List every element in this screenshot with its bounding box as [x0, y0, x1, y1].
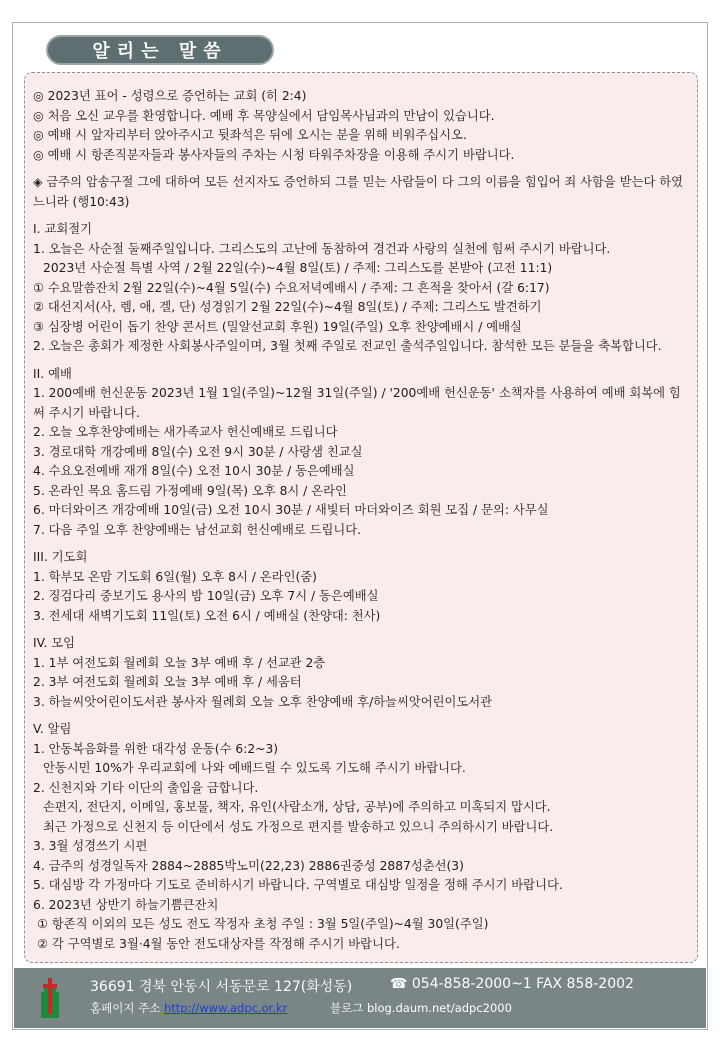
list-item: 최근 가정으로 신천지 등 이단에서 성도 가정으로 편지를 발송하고 있으니 주의하시기 바랍니다.	[43, 819, 554, 834]
list-item: 6. 마더와이즈 개강예배 10일(금) 오전 10시 30분 / 새빛터 마더와이즈 회원 모집 / 문의: 사무실	[33, 503, 549, 517]
list-item: 안동시민 10%가 우리교회에 나와 예배드릴 수 있도록 기도해 주시기 바랍니다.	[43, 761, 466, 775]
homepage-link[interactable]: http://www.adpc.or.kr	[163, 1001, 288, 1015]
list-item: ② 각 구역별로 3월·4월 동안 전도대상자를 작정해 주시기 바랍니다.	[37, 936, 400, 951]
list-item: 3. 3월 성경쓰기 시편	[33, 839, 148, 853]
list-item: 4. 수요오전예배 재개 8일(수) 오전 10시 30분 / 동은예배실	[33, 464, 355, 478]
section-heading-seasons: I. 교회절기	[33, 222, 92, 236]
memory-verse: ◈ 금주의 암송구절 그에 대하여 모든 선지자도 증언하되 그를 믿는 사람들이 다 그의 이름을 힘입어 죄 사함을 받는다 하였느니라 (행10:43)	[33, 175, 683, 209]
church-logo-icon	[38, 976, 62, 1020]
list-item: 3. 전세대 새벽기도회 11일(토) 오전 6시 / 예배실 (찬양대: 천사)	[33, 608, 381, 623]
section-heading-notices: V. 알림	[33, 722, 72, 736]
list-item: 2. 신천지와 기타 이단의 출입을 금합니다.	[33, 780, 259, 795]
list-item: 1. 200예배 헌신운동 2023년 1월 1일(주일)~12월 31일(주일) / '200예배 헌신운동' 소책자를 사용하여 예배 회복에 힘써 주시기 바랍니다.	[33, 386, 681, 420]
list-item: 4. 금주의 성경일독자 2884~2885박노미(22,23) 2886권중성 2887성춘선(3)	[33, 858, 464, 873]
motto-line: ◎ 2023년 표어 - 성령으로 증언하는 교회 (히 2:4)	[33, 89, 307, 103]
list-item: 2023년 사순절 특별 사역 / 2월 22일(수)~4월 8일(토) / 주제: 그리스도를 본받아 (고전 11:1)	[43, 261, 553, 275]
announcement-box	[24, 72, 698, 963]
welcome-line: ◎ 처음 오신 교우를 환영합니다. 예배 후 목양실에서 담임목사님과의 만남이 있습니다.	[33, 108, 495, 123]
homepage-label: 홈페이지 주소	[90, 1001, 161, 1015]
list-item: ③ 심장병 어린이 돕기 찬양 콘서트 (밀알선교회 후원) 19일(주일) 오후 찬양예배시 / 예배실	[33, 319, 522, 334]
section-heading-worship: II. 예배	[33, 366, 72, 381]
list-item: 1. 학부모 온맘 기도회 6일(월) 오후 8시 / 온라인(줌)	[33, 569, 317, 584]
seating-line: ◎ 예배 시 앞자리부터 앉아주시고 뒷좌석은 뒤에 오시는 분을 위해 비워주십시오.	[33, 128, 467, 142]
page-title: 알리는 말씀	[46, 35, 274, 65]
parking-line: ◎ 예배 시 항존직분자들과 봉사자들의 주차는 시청 타워주차장을 이용해 주시기 바랍니다.	[33, 147, 515, 162]
footer-blog: 블로그 blog.daum.net/adpc2000	[330, 1001, 512, 1015]
list-item: ① 항존직 이외의 모든 성도 전도 작정자 초청 주일 : 3월 5일(주일)~4월 30일(주일)	[37, 917, 489, 931]
list-item: ② 대선지서(사, 렘, 애, 겔, 단) 성경읽기 2월 22일(수)~4월 8일(토) / 주제: 그리스도 발견하기	[33, 300, 542, 314]
list-item: 1. 안동복음화를 위한 대각성 운동(수 6:2~3)	[33, 741, 279, 756]
list-item: 3. 경로대학 개강예배 8일(수) 오전 9시 30분 / 사랑샘 친교실	[33, 444, 363, 459]
list-item: 2. 징검다리 중보기도 용사의 밤 10일(금) 오후 7시 / 동은예배실	[33, 589, 379, 603]
list-item: 3. 하늘씨앗어린이도서관 봉사자 월례회 오늘 오후 찬양예배 후/하늘씨앗어린이도서관	[33, 694, 492, 709]
list-item: 2. 3부 여전도회 월례회 오늘 3부 예배 후 / 세움터	[33, 675, 302, 689]
list-item: 2. 오늘은 총회가 제정한 사회봉사주일이며, 3월 첫째 주일로 전교인 출석주일입니다. 참석한 모든 분들을 축복합니다.	[33, 339, 662, 353]
list-item: 2. 오늘 오후찬양예배는 새가족교사 헌신예배로 드립니다	[33, 425, 338, 439]
list-item: 1. 오늘은 사순절 둘째주일입니다. 그리스도의 고난에 동참하여 경건과 사랑의 실천에 힘써 주시기 바랍니다.	[33, 241, 611, 256]
section-heading-prayer: III. 기도회	[33, 550, 88, 564]
footer-homepage	[90, 1000, 287, 1016]
list-item: 손편지, 전단지, 이메일, 홍보물, 책자, 유인(사람소개, 상담, 공부)에 주의하고 미혹되지 맙시다.	[43, 800, 551, 814]
footer-address: 36691 경북 안동시 서동문로 127(화성동)	[90, 979, 353, 995]
list-item: ① 수요말씀잔치 2월 22일(수)~4월 5일(수) 수요저녁예배시 / 주제: 그 흔적을 찾아서 (갈 6:17)	[33, 280, 550, 295]
section-heading-meetings: IV. 모임	[33, 636, 76, 650]
list-item: 6. 2023년 상반기 하늘기쁨큰잔치	[33, 897, 219, 912]
list-item: 5. 온라인 목요 홈드림 가정예배 9일(목) 오후 8시 / 온라인	[33, 483, 347, 498]
list-item: 1. 1부 여전도회 월례회 오늘 3부 예배 후 / 선교관 2층	[33, 655, 326, 670]
list-item: 7. 다음 주일 오후 찬양예배는 남선교회 헌신예배로 드립니다.	[33, 522, 362, 537]
footer-phone: ☎ 054-858-2000~1 FAX 858-2002	[390, 976, 634, 992]
list-item: 5. 대심방 각 가정마다 기도로 준비하시기 바랍니다. 구역별로 대심방 일정을 정해 주시기 바랍니다.	[33, 878, 563, 892]
